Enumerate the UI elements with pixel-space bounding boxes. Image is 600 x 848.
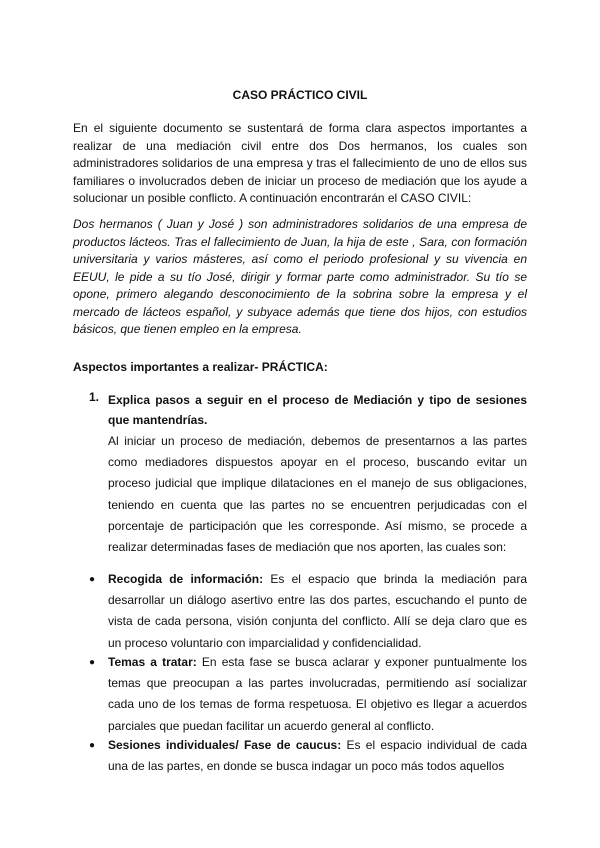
bullet-label: Temas a tratar: <box>108 655 197 669</box>
bullet-text <box>108 735 527 777</box>
case-description: Dos hermanos ( Juan y José ) son administradores solidarios de una empresa de productos lácteos. Tras el fallecimiento de Juan, la hija de este , Sara, con formación universitaria y varios másteres, así como el periodo profesional y su vivencia en EEUU, le pide a su tío José, dirigir y formar parte como administrador. Su tío se opone, primero alegando desconocimiento de la sobrina sobre la empresa y el mercado de lácteos español, y subyace además que tiene dos hijos, con estudios básicos, que tienen empleo en la empresa. <box>73 217 527 336</box>
bullet-icon: ● <box>89 657 96 668</box>
bullet-body: En esta fase se busca aclarar y exponer puntualmente los temas que preocupan a las partes involucradas, permitiendo así socializar cada uno de los temas de forma respetuosa. El objetivo es llegar a acuerdos parciales que puedan facilitar un acuerdo general al conflicto. <box>108 655 527 733</box>
bullet-label: Sesiones individuales/ Fase de caucus: <box>108 738 342 752</box>
bullet-icon: ● <box>89 740 96 751</box>
bullet-icon: ● <box>89 574 96 585</box>
intro-paragraph: En el siguiente documento se sustentará de forma clara aspectos importantes a realizar de una mediación civil entre dos Dos hermanos, los cuales son administradores solidarios de una empresa y tras el fallecimiento de uno de ellos sus familiares o involucrados deben de iniciar un proceso de mediación que los ayude a solucionar un posible conflicto. A continuación encontrarán el CASO CIVIL: <box>73 121 527 205</box>
bullet-body: Es el espacio que brinda la mediación para desarrollar un diálogo asertivo entre las dos partes, escuchando el punto de vista de cada persona, visión conjunta del conflicto. Allí se deja claro que es un proceso voluntario con imparcialidad y confidencialidad. <box>108 572 527 650</box>
item-number: 1. <box>89 390 100 404</box>
bullet-text <box>108 569 527 654</box>
document-title: CASO PRÁCTICO CIVIL <box>232 88 368 102</box>
bullet-text <box>108 652 527 737</box>
bullet-label: Recogida de información: <box>108 572 264 586</box>
item-body: Al iniciar un proceso de mediación, debemos de presentarnos a las partes como mediadores dispuestos apoyar en el proceso, buscando evitar un proceso judicial que implique dilataciones en el manejo de sus obligaciones, teniendo en cuenta que las partes no se encuentren perjudicadas con el porcentaje de participación que les corresponde. Así mismo, se procede a realizar determinadas fases de mediación que nos aporten, las cuales son: <box>108 434 527 555</box>
item-heading: Explica pasos a seguir en el proceso de Mediación y tipo de sesiones que mantendrías. <box>108 393 527 427</box>
bullet-body: Es el espacio individual de cada una de las partes, en donde se busca indagar un poco más todos aquellos <box>108 738 527 774</box>
section-heading: Aspectos importantes a realizar- PRÁCTICA: <box>73 360 328 374</box>
